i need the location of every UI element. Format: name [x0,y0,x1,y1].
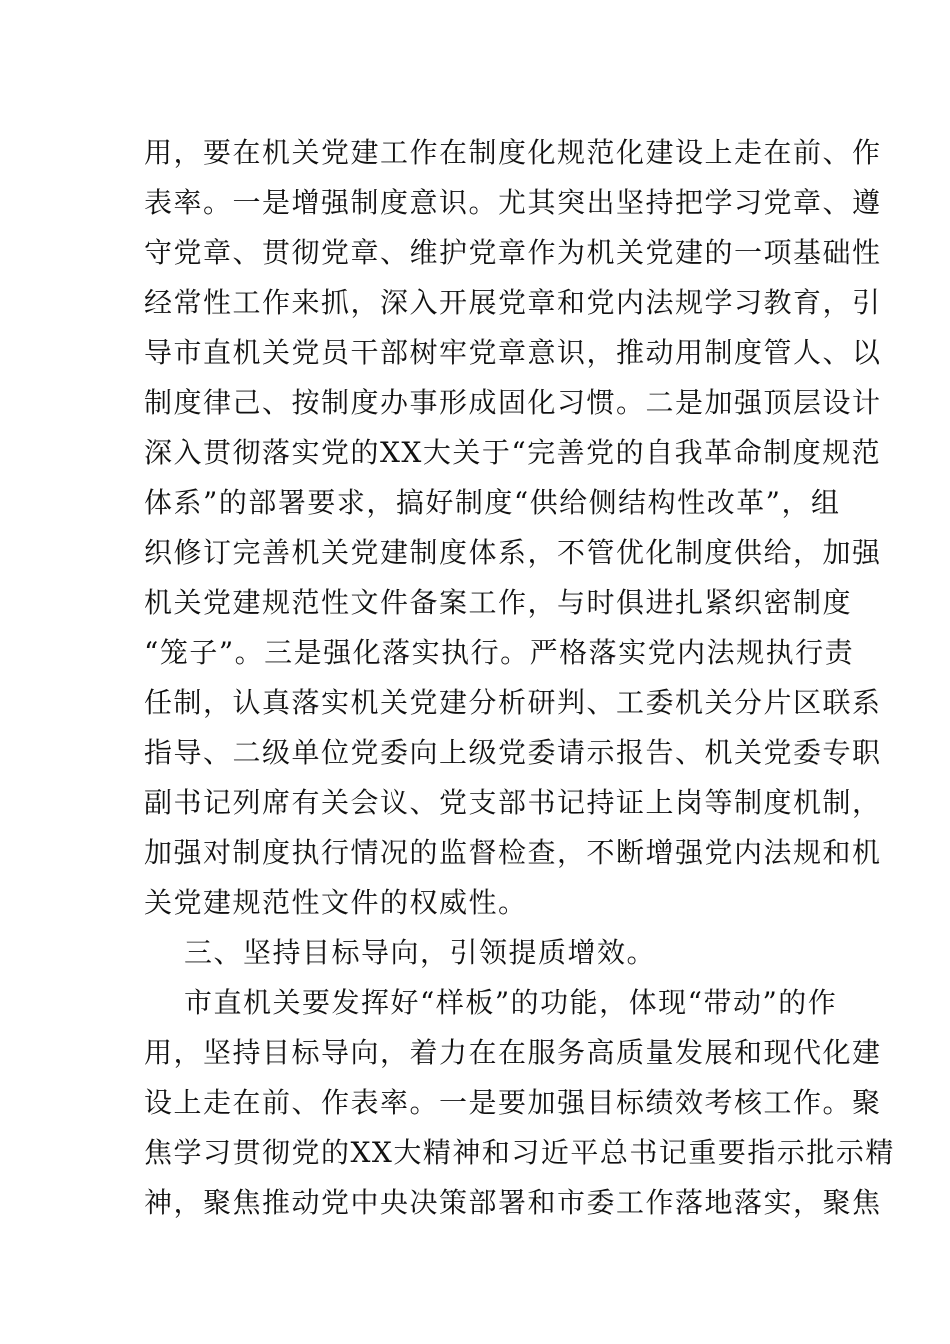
text-line: 设上走在前、作表率。一是要加强目标绩效考核工作。聚 [144,1086,882,1119]
text-line: 用，坚持目标导向，着力在在服务高质量发展和现代化建 [144,1036,882,1069]
text-line: 织修订完善机关党建制度体系，不管优化制度供给，加强 [144,536,882,569]
text-line: 用，要在机关党建工作在制度化规范化建设上走在前、作 [144,136,882,169]
text-line: 加强对制度执行情况的监督检查，不断增强党内法规和机 [144,836,882,869]
paragraph-start: 市直机关要发挥好“样板”的功能，体现“带动”的作 [184,986,838,1019]
text-line: 机关党建规范性文件备案工作，与时俱进扎紧织密制度 [144,586,853,619]
text-line: 任制，认真落实机关党建分析研判、工委机关分片区联系 [144,686,882,719]
body-text [144,128,895,1228]
text-line: 指导、二级单位党委向上级党委请示报告、机关党委专职 [144,736,882,769]
text-line: 导市直机关党员干部树牢党章意识，推动用制度管人、以 [144,336,882,369]
text-line: 制度律己、按制度办事形成固化习惯。二是加强顶层设计 [144,386,882,419]
text-line: 经常性工作来抓，深入开展党章和党内法规学习教育，引 [144,286,882,319]
text-line: 关党建规范性文件的权威性。 [144,886,528,919]
text-line: 深入贯彻落实党的XX大关于“完善党的自我革命制度规范 [144,436,882,469]
text-line: “笼子”。三是强化落实执行。严格落实党内法规执行责 [144,636,855,669]
text-line: 表率。一是增强制度意识。尤其突出坚持把学习党章、遵 [144,186,882,219]
section-heading: 三、坚持目标导向，引领提质增效。 [184,936,657,969]
text-line: 体系”的部署要求，搞好制度“供给侧结构性改革”，组 [144,486,841,519]
text-line: 焦学习贯彻党的XX大精神和习近平总书记重要指示批示精 [144,1136,895,1169]
text-line: 神，聚焦推动党中央决策部署和市委工作落地落实，聚焦 [144,1186,882,1219]
text-line: 守党章、贯彻党章、维护党章作为机关党建的一项基础性 [144,236,882,269]
text-line: 副书记列席有关会议、党支部书记持证上岗等制度机制， [144,786,882,819]
